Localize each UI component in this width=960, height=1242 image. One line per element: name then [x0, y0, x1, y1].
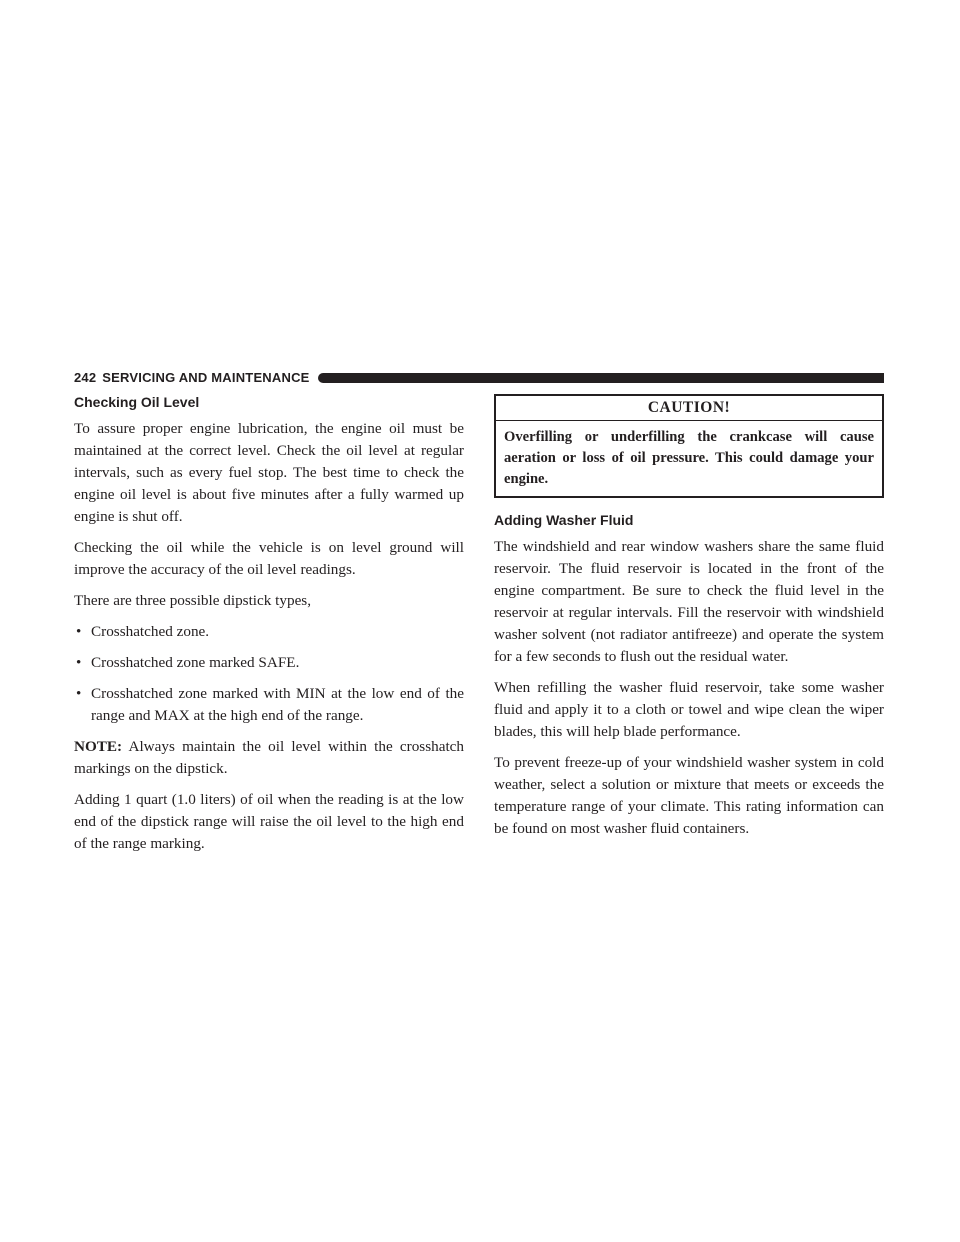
paragraph-freeze-up: To prevent freeze-up of your windshield washer system in cold weather, select a solution or mixture that meets or exceeds the temperature range of your climate. This rating information can be found on most washer fluid containers. [494, 754, 884, 837]
heading-adding-washer-fluid: Adding Washer Fluid [494, 512, 634, 528]
heading-checking-oil-level: Checking Oil Level [74, 394, 200, 410]
caution-title: CAUTION! [496, 396, 882, 421]
paragraph-refilling: When refilling the washer fluid reservoir, take some washer fluid and apply it to a cloth or towel and wipe clean the wiper blades, this will help blade performance. [494, 679, 884, 740]
list-item [74, 683, 464, 727]
list-item [74, 621, 464, 643]
bullet-icon: • [76, 654, 82, 671]
caution-text: Overfilling or underfilling the crankcase will cause aeration or loss of oil pressure. This could damage your engine. [504, 429, 874, 487]
paragraph-dipstick-types: There are three possible dipstick types, [74, 592, 312, 609]
caution-box [494, 394, 884, 498]
list-item [74, 652, 464, 674]
bullet-icon: • [76, 685, 82, 702]
section-title: SERVICING AND MAINTENANCE [102, 370, 310, 385]
page-header [74, 369, 884, 386]
dipstick-type-list [74, 621, 464, 727]
note-label: NOTE: [74, 738, 123, 755]
note-text: Always maintain the oil level within the crosshatch markings on the dipstick. [74, 738, 464, 777]
header-rule [318, 373, 884, 383]
list-item-text: Crosshatched zone. [91, 623, 210, 640]
list-item-text: Crosshatched zone marked SAFE. [91, 654, 300, 671]
left-column [74, 392, 464, 864]
bullet-icon: • [76, 623, 82, 640]
note-paragraph [74, 736, 464, 780]
page-number: 242 [74, 370, 97, 385]
paragraph-level-ground: Checking the oil while the vehicle is on level ground will improve the accuracy of the oil level readings. [74, 539, 464, 578]
right-column [494, 392, 884, 849]
paragraph-oil-intro: To assure proper engine lubrication, the engine oil must be maintained at the correct level. Check the oil level at regular intervals, such as every fuel stop. The best time to check the engine oil level is about five minutes after a fully warmed up engine is shut off. [74, 420, 464, 525]
paragraph-adding-oil: Adding 1 quart (1.0 liters) of oil when the reading is at the low end of the dipstick range will raise the oil level to the high end of the range marking. [74, 791, 464, 852]
list-item-text: Crosshatched zone marked with MIN at the low end of the range and MAX at the high end of the range. [91, 685, 464, 724]
paragraph-washer-reservoir: The windshield and rear window washers share the same fluid reservoir. The fluid reservoir is located in the front of the engine compartment. Be sure to check the fluid level in the reservoir at regular intervals. Fill the reservoir with windshield washer solvent (not radiator antifreeze) and operate the system for a few seconds to flush out the residual water. [494, 538, 884, 665]
